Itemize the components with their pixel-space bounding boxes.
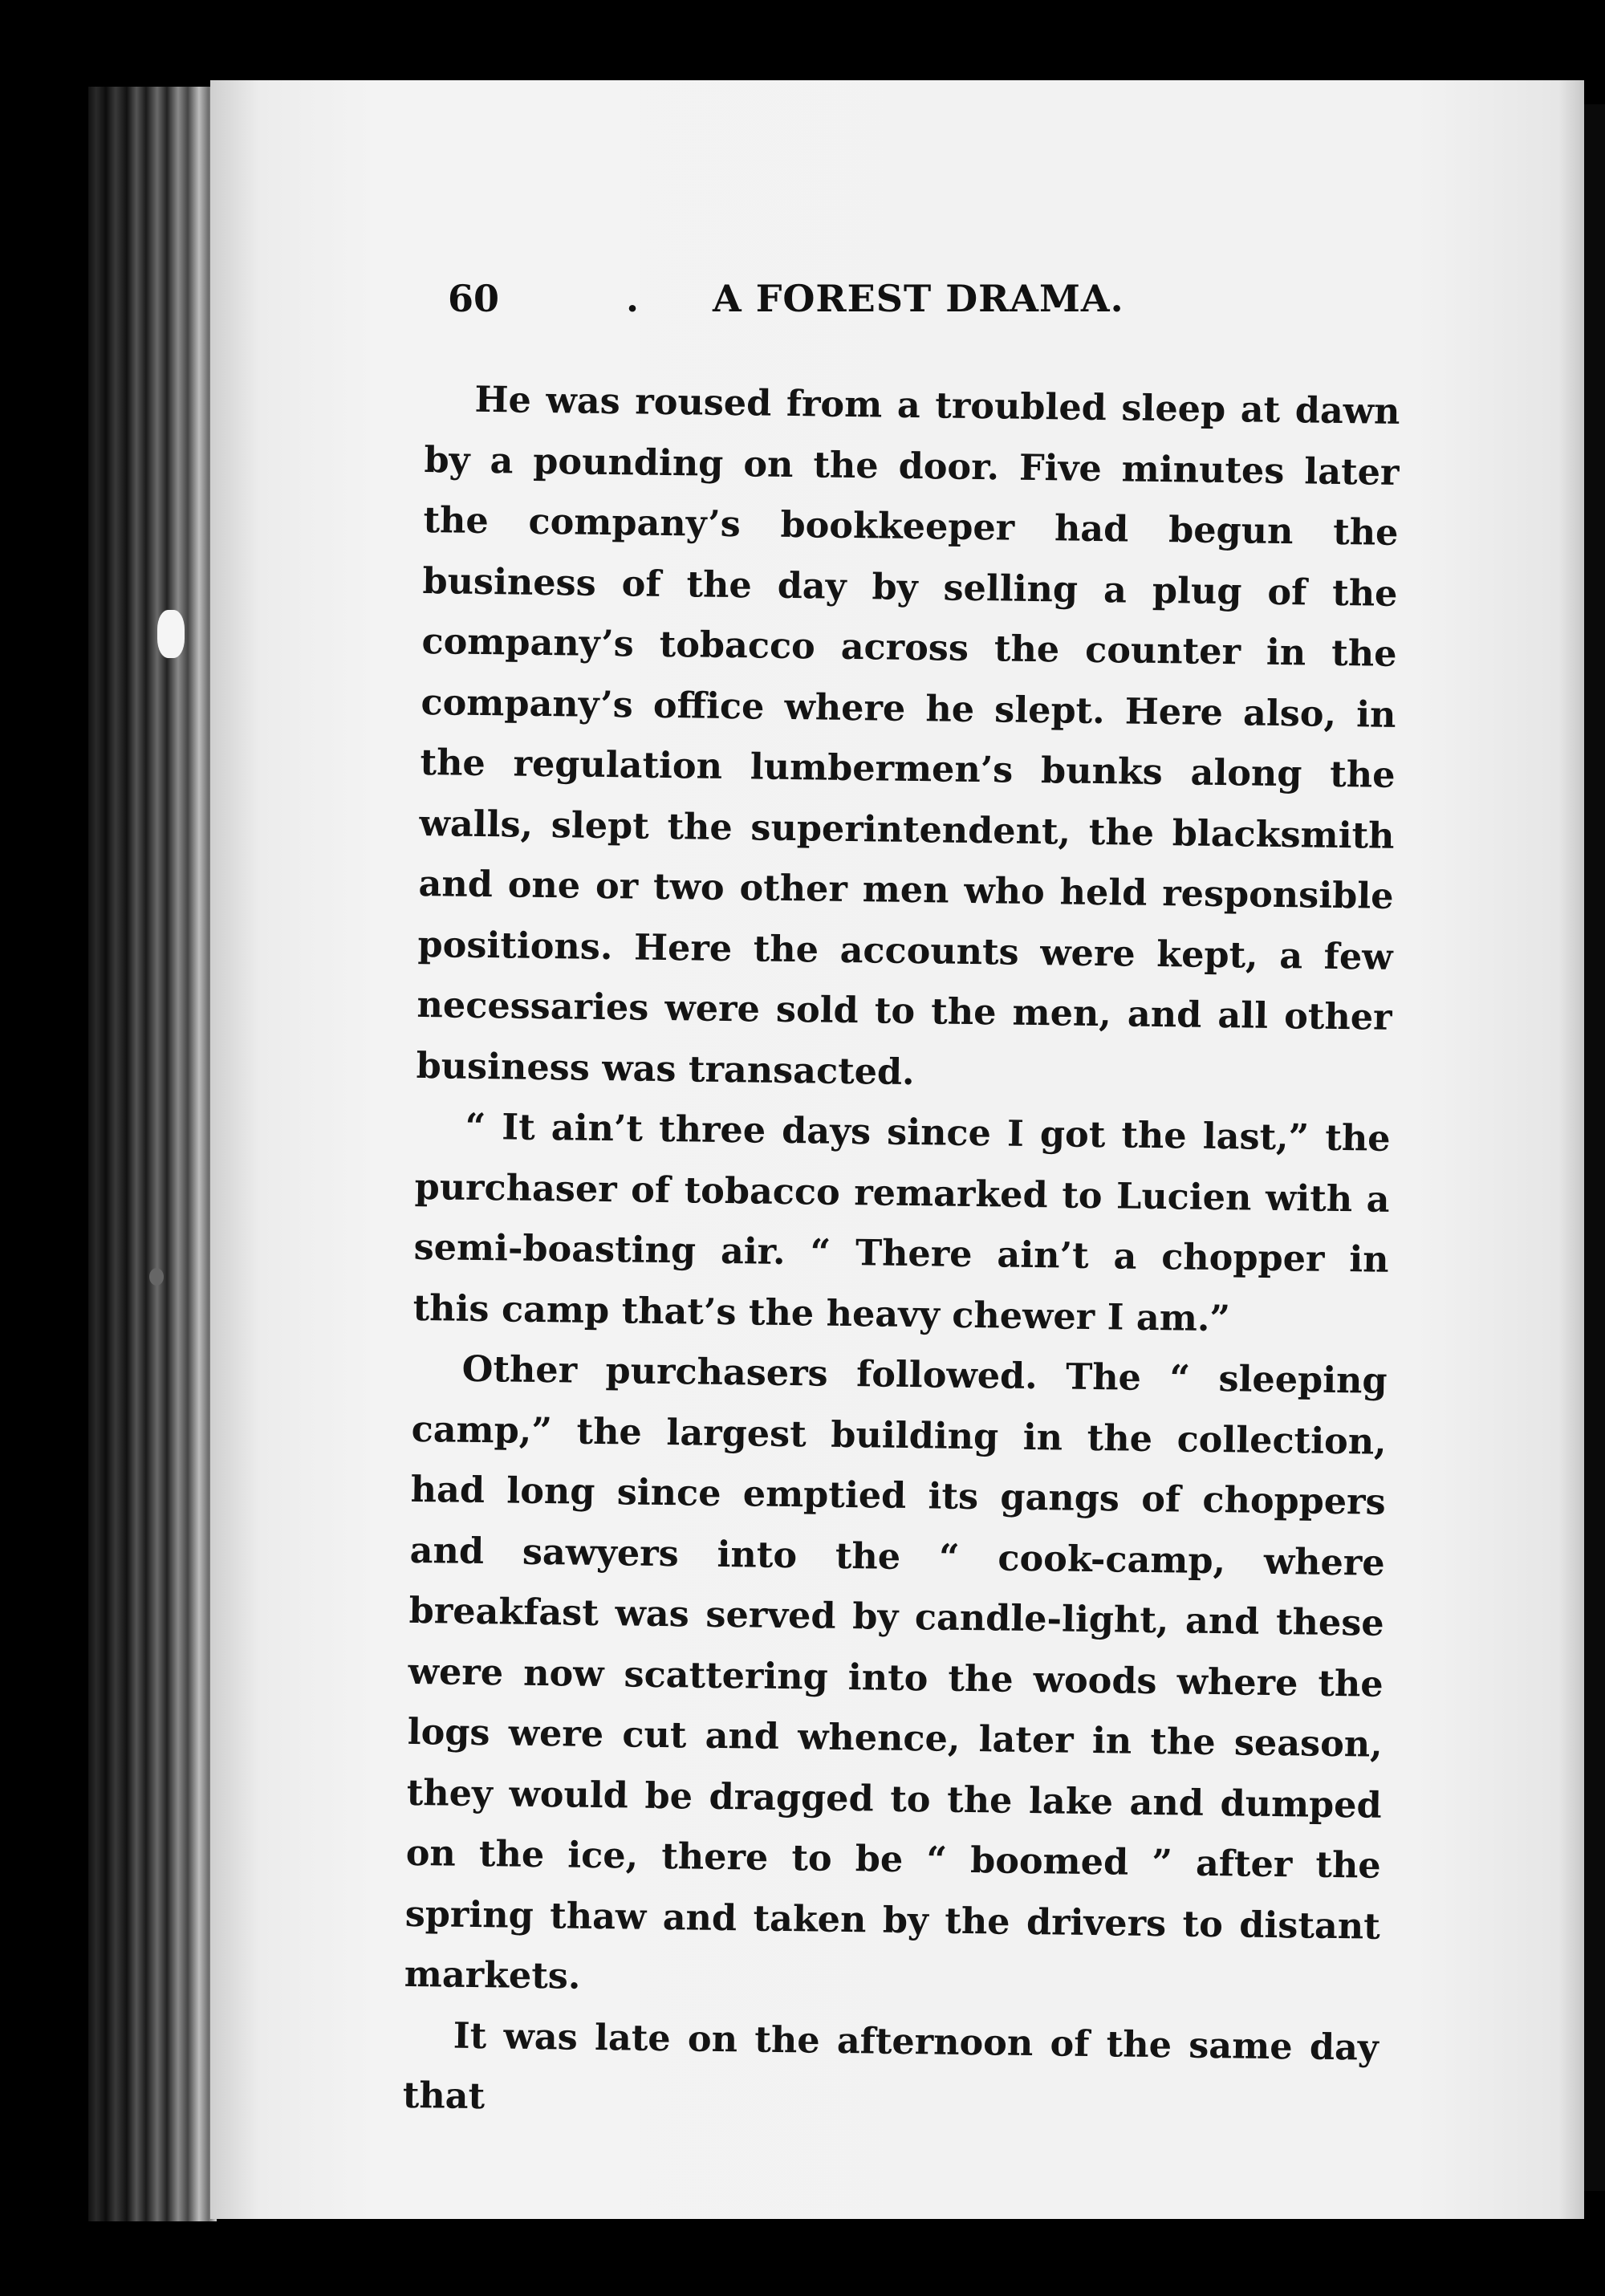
book-spine-edges xyxy=(88,87,217,2221)
header-separator: . xyxy=(626,277,640,320)
running-header xyxy=(448,277,1411,333)
scan-border-right xyxy=(1584,104,1605,2191)
scan-border-top xyxy=(0,0,1605,80)
paragraph: It was late on the afternoon of the same day that xyxy=(402,2014,1379,2118)
paragraph: “ It ain’t three days since I got the last,” the purchaser of tobacco remarked to Lucien with a semi-boasting air. “ There ain’t a chopper in this camp that’s the heavy chewer I am.” xyxy=(412,1105,1391,1339)
running-title: A FOREST DRAMA. xyxy=(713,277,1124,320)
page-ink-spot xyxy=(149,1268,164,1286)
paragraph: Other purchasers followed. The “ sleeping camp,” the largest building in the collection, had long since emptied its gangs of choppers and sawyers into the “ cook-camp, where breakfast was served by candle-light, and these were now scattering into the woods where the logs were cut and whence, later in the season, they would be dragged to the lake and dumped on the ice, there to be “ boomed ” after the spring thaw and taken by the drivers to distant markets. xyxy=(404,1347,1388,1997)
page-number: 60 xyxy=(448,277,500,320)
page-smudge-mark xyxy=(157,610,185,658)
body-text xyxy=(402,369,1400,2139)
paragraph: He was roused from a troubled sleep at dawn by a pounding on the door. Five minutes later the company’s bookkeeper had begun the business of the day by selling a plug of the company’s tobacco across the counter in the company’s office where he slept. Here also, in the regulation lumbermen’s bunks along the walls, slept the superintendent, the blacksmith and one or two other men who held responsible positions. Here the accounts were kept, a few necessaries were sold to the men, and all other business was transacted. xyxy=(416,378,1400,1093)
